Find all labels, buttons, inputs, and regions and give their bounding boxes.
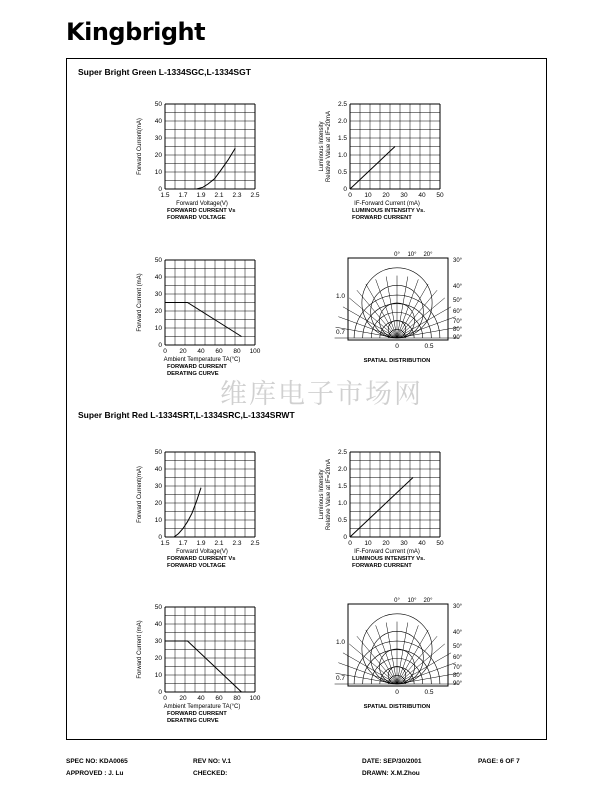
x-tick-label: 2.5	[250, 540, 260, 547]
plot-area	[137, 449, 260, 569]
x-tick-label: 20	[382, 192, 390, 199]
section-title-red: Super Bright Red L-1334SRT,L-1334SRC,L-1334SRWT	[78, 410, 295, 420]
footer-page: PAGE: 6 OF 7	[478, 758, 520, 765]
chart-svg	[135, 603, 285, 728]
plot-area	[137, 257, 261, 377]
angle-label: 90°	[453, 335, 463, 341]
y-tick-label: 40	[154, 621, 162, 628]
x-axis-label: Ambient Temperature TA(°C)	[163, 357, 241, 363]
x-tick-label: 80	[233, 695, 241, 702]
chart-s0-c2	[135, 256, 285, 386]
y-tick-label: 10	[154, 672, 162, 679]
y-axis-label: Relative Value at IF=20mA	[326, 458, 332, 531]
angle-label: 20°	[423, 598, 433, 604]
y-axis-label: Luminous Intensity	[319, 469, 325, 520]
x-axis-label: IF-Forward Current (mA)	[354, 549, 420, 555]
y-tick-label: 20	[154, 500, 162, 507]
chart-caption: FORWARD CURRENT	[352, 215, 412, 221]
angle-label: 40°	[453, 630, 463, 636]
angle-label: 50°	[453, 644, 463, 650]
y-tick-label: 0	[343, 534, 347, 541]
y-tick-label: 20	[154, 655, 162, 662]
x-tick-label: 1.5	[160, 540, 170, 547]
x-tick-label: 2.5	[250, 192, 260, 199]
y-axis-label: Relative Value at IF=20mA	[326, 110, 332, 183]
y-tick-label: 40	[154, 466, 162, 473]
angle-label: 10°	[407, 252, 417, 258]
y-axis-label: Forward Current(mA)	[137, 466, 143, 523]
x-tick-label: 50	[436, 192, 444, 199]
x-tick-label: 1.5	[160, 192, 170, 199]
bottom-label: 0	[395, 689, 399, 696]
watermark: 维库电子市场网	[220, 379, 423, 410]
plot-area	[137, 604, 261, 724]
plot-area	[137, 101, 260, 221]
x-tick-label: 60	[215, 695, 223, 702]
footer-drawn: DRAWN: X.M.Zhou	[362, 770, 420, 777]
x-tick-label: 50	[436, 540, 444, 547]
angle-label: 10°	[407, 598, 417, 604]
section-title-green: Super Bright Green L-1334SGC,L-1334SGT	[78, 67, 251, 77]
bottom-label: 0.5	[424, 689, 434, 696]
x-tick-label: 40	[197, 348, 205, 355]
chart-s1-c1	[320, 448, 470, 578]
y-tick-label: 2.5	[337, 449, 347, 456]
y-tick-label: 30	[154, 638, 162, 645]
y-tick-label: 1.5	[337, 135, 347, 142]
y-tick-label: 0	[343, 186, 347, 193]
y-tick-label: 0	[158, 534, 162, 541]
chart-s1-c2	[135, 603, 285, 733]
y-tick-label: 20	[154, 308, 162, 315]
y-tick-label: 0	[158, 342, 162, 349]
y-axis-label: Forward Current (mA)	[137, 273, 143, 332]
x-tick-label: 80	[233, 348, 241, 355]
x-tick-label: 40	[197, 695, 205, 702]
y-tick-label: 30	[154, 291, 162, 298]
x-tick-label: 0	[163, 348, 167, 355]
y-tick-label: 10	[154, 169, 162, 176]
polar-plot	[335, 252, 463, 364]
radial-label: 0.7	[335, 329, 345, 336]
angle-label: 50°	[453, 298, 463, 304]
y-tick-label: 2.5	[337, 101, 347, 108]
angle-label: 70°	[453, 319, 463, 325]
y-tick-label: 40	[154, 274, 162, 281]
chart-svg	[320, 448, 470, 573]
series-line	[197, 148, 236, 189]
y-tick-label: 20	[154, 152, 162, 159]
x-tick-label: 10	[364, 192, 372, 199]
x-tick-label: 100	[249, 348, 261, 355]
chart-caption: LUMINOUS INTENSITY Vs.	[352, 556, 426, 562]
chart-s0-c1	[320, 100, 470, 230]
polar-frame	[348, 604, 448, 686]
chart-caption: FORWARD CURRENT	[352, 563, 412, 569]
polar-plot	[335, 598, 463, 710]
y-tick-label: 1.0	[337, 500, 347, 507]
chart-caption: FORWARD VOLTAGE	[167, 563, 226, 569]
y-tick-label: 1.5	[337, 483, 347, 490]
y-tick-label: 0	[158, 186, 162, 193]
x-tick-label: 10	[364, 540, 372, 547]
x-tick-label: 20	[179, 348, 187, 355]
bottom-label: 0	[395, 343, 399, 350]
series-line	[350, 147, 395, 190]
y-tick-label: 10	[154, 325, 162, 332]
chart-caption: DERATING CURVE	[167, 371, 219, 377]
chart-s1-c0	[135, 448, 285, 578]
chart-caption: SPATIAL DISTRIBUTION	[363, 358, 431, 364]
footer-checked: CHECKED:	[193, 770, 228, 777]
y-tick-label: 40	[154, 118, 162, 125]
y-axis-label: Forward Current(mA)	[137, 118, 143, 175]
y-tick-label: 0.5	[337, 517, 347, 524]
angle-label: 80°	[453, 673, 463, 679]
footer-date: DATE: SEP/30/2001	[362, 758, 422, 765]
x-tick-label: 1.7	[178, 540, 188, 547]
chart-s0-c0	[135, 100, 285, 230]
series-line	[350, 478, 413, 538]
x-tick-label: 2.1	[214, 540, 224, 547]
footer-rev-no: REV NO: V.1	[193, 758, 232, 765]
radial-label: 1.0	[335, 293, 345, 300]
chart-caption: FORWARD CURRENT Vs	[167, 556, 236, 562]
x-tick-label: 0	[348, 540, 352, 547]
y-tick-label: 50	[154, 604, 162, 611]
x-tick-label: 20	[382, 540, 390, 547]
x-axis-label: Ambient Temperature TA(°C)	[163, 704, 241, 710]
x-tick-label: 0	[348, 192, 352, 199]
chart-caption: FORWARD CURRENT	[167, 364, 227, 370]
x-tick-label: 1.9	[196, 192, 206, 199]
plot-area	[319, 449, 444, 569]
angle-label: 60°	[453, 309, 463, 315]
chart-svg	[135, 256, 285, 381]
chart-s1-c3	[335, 596, 475, 726]
y-tick-label: 2.0	[337, 466, 347, 473]
angle-label: 40°	[453, 284, 463, 290]
angle-label: 20°	[423, 252, 433, 258]
radial-label: 1.0	[335, 639, 345, 646]
y-tick-label: 30	[154, 483, 162, 490]
chart-caption: DERATING CURVE	[167, 718, 219, 724]
angle-label: 0°	[394, 598, 400, 604]
footer-approved: APPROVED : J. Lu	[66, 770, 124, 777]
y-tick-label: 50	[154, 449, 162, 456]
chart-caption: FORWARD CURRENT Vs	[167, 208, 236, 214]
chart-caption: LUMINOUS INTENSITY Vs.	[352, 208, 426, 214]
x-axis-label: IF-Forward Current (mA)	[354, 201, 420, 207]
x-tick-label: 20	[179, 695, 187, 702]
x-tick-label: 1.9	[196, 540, 206, 547]
y-axis-label: Luminous Intensity	[319, 121, 325, 172]
x-tick-label: 60	[215, 348, 223, 355]
angle-label: 90°	[453, 681, 463, 687]
chart-caption: SPATIAL DISTRIBUTION	[363, 704, 431, 710]
chart-svg	[335, 596, 475, 721]
y-tick-label: 30	[154, 135, 162, 142]
y-tick-label: 10	[154, 517, 162, 524]
x-tick-label: 1.7	[178, 192, 188, 199]
footer-spec-no: SPEC NO: KDA0065	[66, 758, 128, 765]
chart-svg	[320, 100, 470, 225]
angle-label: 60°	[453, 655, 463, 661]
angle-label: 70°	[453, 665, 463, 671]
y-tick-label: 0	[158, 689, 162, 696]
chart-svg	[135, 100, 285, 225]
angle-label: 30°	[453, 604, 463, 610]
x-tick-label: 30	[400, 192, 408, 199]
angle-label: 0°	[394, 252, 400, 258]
brand-logo: Kingbright	[66, 18, 206, 46]
y-tick-label: 50	[154, 257, 162, 264]
y-axis-label: Forward Current (mA)	[137, 620, 143, 679]
angle-label: 80°	[453, 327, 463, 333]
x-tick-label: 40	[418, 192, 426, 199]
x-axis-label: Forward Voltage(V)	[176, 201, 228, 207]
x-axis-label: Forward Voltage(V)	[176, 549, 228, 555]
chart-caption: FORWARD VOLTAGE	[167, 215, 226, 221]
plot-area	[319, 101, 444, 221]
x-tick-label: 0	[163, 695, 167, 702]
y-tick-label: 2.0	[337, 118, 347, 125]
y-tick-label: 0.5	[337, 169, 347, 176]
polar-frame	[348, 258, 448, 340]
x-tick-label: 2.3	[232, 540, 242, 547]
x-tick-label: 40	[418, 540, 426, 547]
x-tick-label: 2.3	[232, 192, 242, 199]
chart-svg	[135, 448, 285, 573]
series-line	[174, 488, 201, 537]
chart-caption: FORWARD CURRENT	[167, 711, 227, 717]
y-tick-label: 1.0	[337, 152, 347, 159]
y-tick-label: 50	[154, 101, 162, 108]
chart-svg	[335, 250, 475, 375]
bottom-label: 0.5	[424, 343, 434, 350]
x-tick-label: 100	[249, 695, 261, 702]
x-tick-label: 2.1	[214, 192, 224, 199]
x-tick-label: 30	[400, 540, 408, 547]
chart-s0-c3	[335, 250, 475, 380]
radial-label: 0.7	[335, 675, 345, 682]
angle-label: 30°	[453, 258, 463, 264]
